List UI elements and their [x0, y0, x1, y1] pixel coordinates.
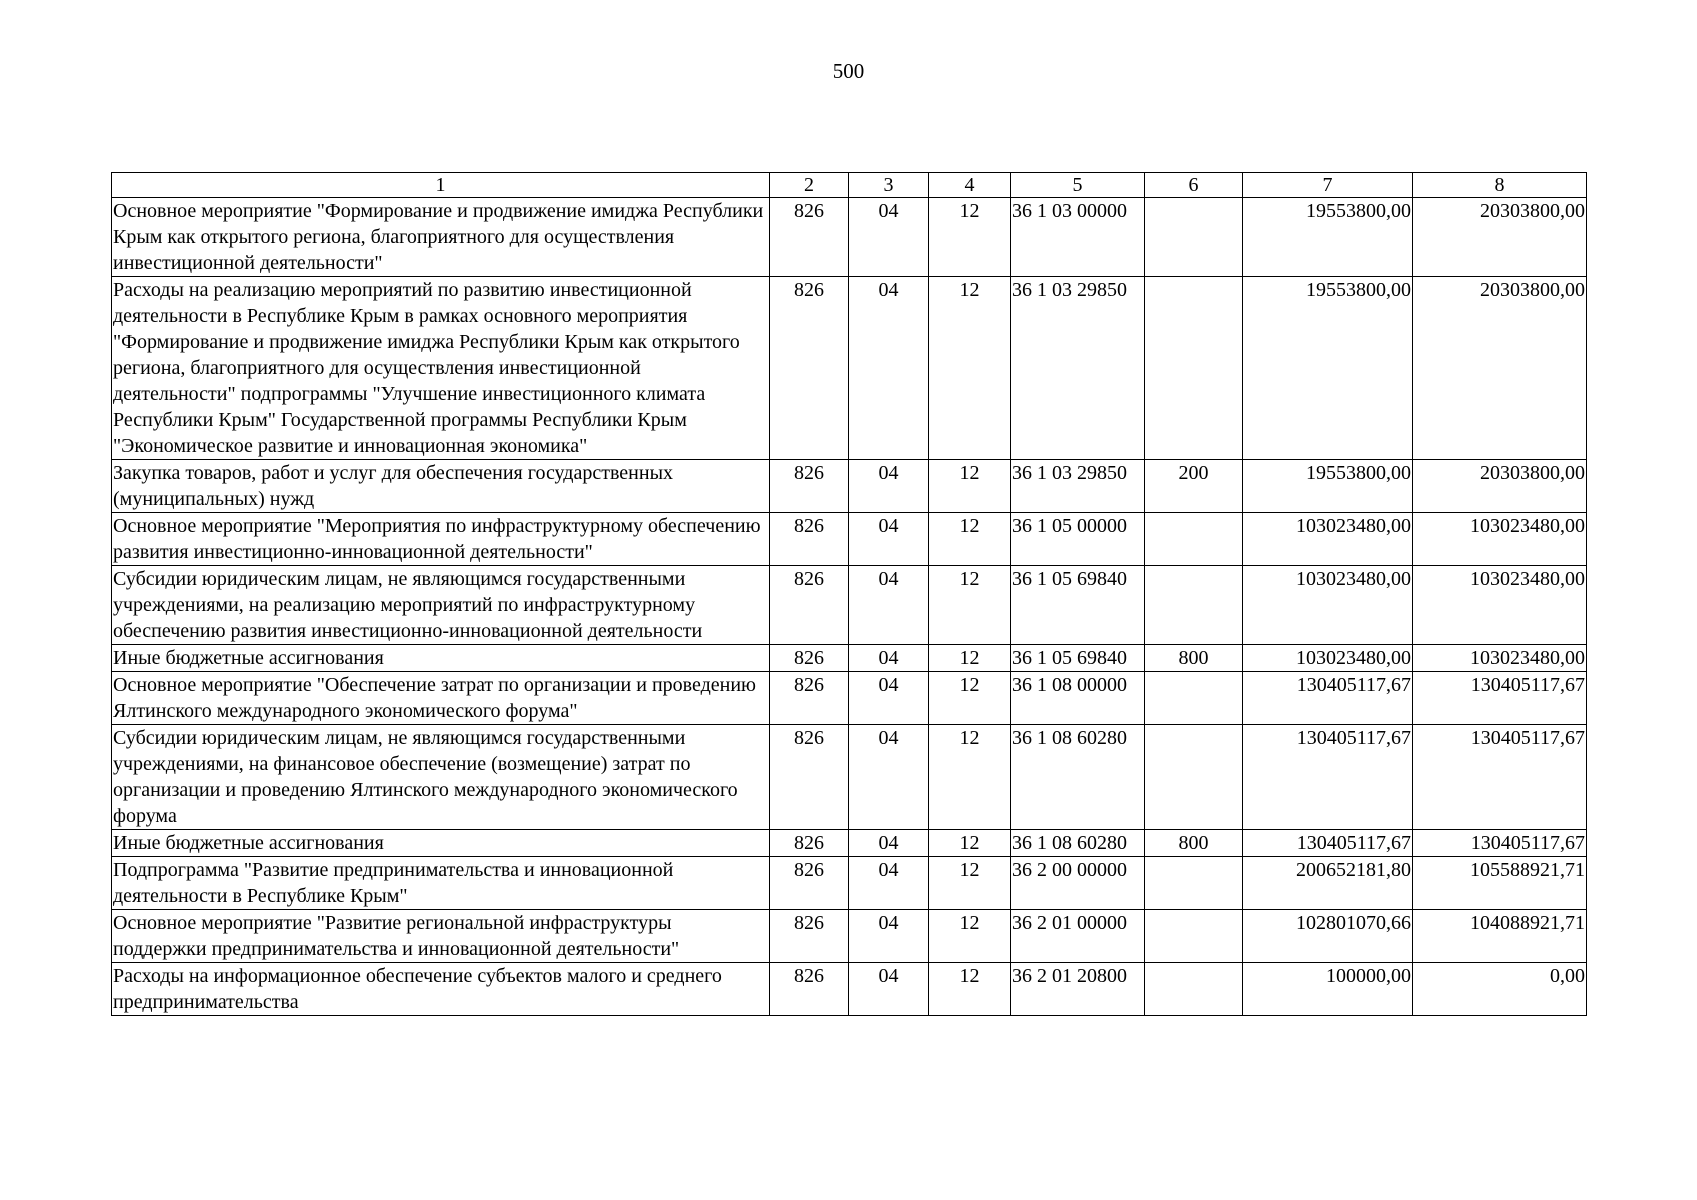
amount-column-8-cell: 130405117,67 — [1413, 672, 1587, 725]
grbs-code-cell: 826 — [770, 645, 849, 672]
row-description-cell: Подпрограмма "Развитие предпринимательства и инновационной деятельности в Республике Крым" — [112, 857, 770, 910]
row-description-cell: Расходы на информационное обеспечение субъектов малого и среднего предпринимательства — [112, 963, 770, 1016]
section-code-cell: 04 — [849, 910, 929, 963]
amount-column-7-cell: 103023480,00 — [1243, 566, 1413, 645]
amount-column-8-cell: 20303800,00 — [1413, 460, 1587, 513]
amount-column-8-cell: 0,00 — [1413, 963, 1587, 1016]
target-article-code-cell: 36 2 01 20800 — [1011, 963, 1145, 1016]
subsection-code-cell: 12 — [929, 857, 1011, 910]
row-description-cell: Основное мероприятие "Развитие региональной инфраструктуры поддержки предпринимательства и инновационной деятельности" — [112, 910, 770, 963]
table-row — [112, 725, 1587, 830]
target-article-code-cell: 36 1 03 29850 — [1011, 460, 1145, 513]
column-header: 2 — [770, 173, 849, 198]
column-number-header-row — [112, 173, 1587, 198]
expense-type-code-cell — [1145, 910, 1243, 963]
amount-column-7-cell: 100000,00 — [1243, 963, 1413, 1016]
subsection-code-cell: 12 — [929, 963, 1011, 1016]
section-code-cell: 04 — [849, 460, 929, 513]
row-description-cell: Субсидии юридическим лицам, не являющимся государственными учреждениями, на финансовое обеспечение (возмещение) затрат по организации и проведению Ялтинского международного экономического форума — [112, 725, 770, 830]
grbs-code-cell: 826 — [770, 830, 849, 857]
table-row — [112, 857, 1587, 910]
budget-table — [111, 172, 1587, 1016]
expense-type-code-cell: 800 — [1145, 830, 1243, 857]
section-code-cell: 04 — [849, 645, 929, 672]
target-article-code-cell: 36 1 08 00000 — [1011, 672, 1145, 725]
expense-type-code-cell: 800 — [1145, 645, 1243, 672]
row-description-cell: Иные бюджетные ассигнования — [112, 645, 770, 672]
amount-column-7-cell: 19553800,00 — [1243, 277, 1413, 460]
subsection-code-cell: 12 — [929, 910, 1011, 963]
amount-column-7-cell: 200652181,80 — [1243, 857, 1413, 910]
amount-column-8-cell: 103023480,00 — [1413, 513, 1587, 566]
subsection-code-cell: 12 — [929, 198, 1011, 277]
subsection-code-cell: 12 — [929, 277, 1011, 460]
column-header: 8 — [1413, 173, 1587, 198]
amount-column-7-cell: 130405117,67 — [1243, 672, 1413, 725]
subsection-code-cell: 12 — [929, 830, 1011, 857]
row-description-cell: Основное мероприятие "Мероприятия по инфраструктурному обеспечению развития инвестиционно-инновационной деятельности" — [112, 513, 770, 566]
grbs-code-cell: 826 — [770, 460, 849, 513]
table-row — [112, 963, 1587, 1016]
amount-column-8-cell: 20303800,00 — [1413, 198, 1587, 277]
section-code-cell: 04 — [849, 277, 929, 460]
table-row — [112, 277, 1587, 460]
amount-column-7-cell: 19553800,00 — [1243, 460, 1413, 513]
table-row — [112, 513, 1587, 566]
amount-column-7-cell: 103023480,00 — [1243, 645, 1413, 672]
target-article-code-cell: 36 1 08 60280 — [1011, 725, 1145, 830]
expense-type-code-cell — [1145, 857, 1243, 910]
target-article-code-cell: 36 2 00 00000 — [1011, 857, 1145, 910]
row-description-cell: Расходы на реализацию мероприятий по развитию инвестиционной деятельности в Республике Крым в рамках основного мероприятия "Формирование и продвижение имиджа Республики Крым как открытого региона, благоприятного для осуществления инвестиционной деятельности" подпрограммы "Улучшение инвестиционного климата Республики Крым" Государственной программы Республики Крым "Экономическое развитие и инновационная экономика" — [112, 277, 770, 460]
subsection-code-cell: 12 — [929, 566, 1011, 645]
amount-column-7-cell: 130405117,67 — [1243, 830, 1413, 857]
expense-type-code-cell — [1145, 198, 1243, 277]
column-header: 5 — [1011, 173, 1145, 198]
target-article-code-cell: 36 1 05 00000 — [1011, 513, 1145, 566]
section-code-cell: 04 — [849, 513, 929, 566]
amount-column-8-cell: 130405117,67 — [1413, 725, 1587, 830]
table-row — [112, 645, 1587, 672]
row-description-cell: Закупка товаров, работ и услуг для обеспечения государственных (муниципальных) нужд — [112, 460, 770, 513]
grbs-code-cell: 826 — [770, 198, 849, 277]
expense-type-code-cell: 200 — [1145, 460, 1243, 513]
section-code-cell: 04 — [849, 857, 929, 910]
target-article-code-cell: 36 1 03 29850 — [1011, 277, 1145, 460]
expense-type-code-cell — [1145, 566, 1243, 645]
expense-type-code-cell — [1145, 277, 1243, 460]
row-description-cell: Субсидии юридическим лицам, не являющимся государственными учреждениями, на реализацию мероприятий по инфраструктурному обеспечению развития инвестиционно-инновационной деятельности — [112, 566, 770, 645]
column-header: 3 — [849, 173, 929, 198]
row-description-cell: Основное мероприятие "Обеспечение затрат по организации и проведению Ялтинского международного экономического форума" — [112, 672, 770, 725]
grbs-code-cell: 826 — [770, 910, 849, 963]
row-description-cell: Основное мероприятие "Формирование и продвижение имиджа Республики Крым как открытого региона, благоприятного для осуществления инвестиционной деятельности" — [112, 198, 770, 277]
column-header: 6 — [1145, 173, 1243, 198]
amount-column-7-cell: 130405117,67 — [1243, 725, 1413, 830]
subsection-code-cell: 12 — [929, 460, 1011, 513]
table-row — [112, 198, 1587, 277]
page-number: 500 — [832, 59, 865, 83]
expense-type-code-cell — [1145, 513, 1243, 566]
table-body — [112, 198, 1587, 1016]
subsection-code-cell: 12 — [929, 672, 1011, 725]
target-article-code-cell: 36 1 08 60280 — [1011, 830, 1145, 857]
subsection-code-cell: 12 — [929, 725, 1011, 830]
grbs-code-cell: 826 — [770, 963, 849, 1016]
table-row — [112, 910, 1587, 963]
target-article-code-cell: 36 1 03 00000 — [1011, 198, 1145, 277]
amount-column-8-cell: 105588921,71 — [1413, 857, 1587, 910]
table-row — [112, 566, 1587, 645]
amount-column-8-cell: 103023480,00 — [1413, 566, 1587, 645]
target-article-code-cell: 36 1 05 69840 — [1011, 645, 1145, 672]
target-article-code-cell: 36 1 05 69840 — [1011, 566, 1145, 645]
amount-column-8-cell: 104088921,71 — [1413, 910, 1587, 963]
grbs-code-cell: 826 — [770, 566, 849, 645]
section-code-cell: 04 — [849, 830, 929, 857]
section-code-cell: 04 — [849, 198, 929, 277]
amount-column-8-cell: 103023480,00 — [1413, 645, 1587, 672]
expense-type-code-cell — [1145, 672, 1243, 725]
grbs-code-cell: 826 — [770, 513, 849, 566]
column-header: 1 — [112, 173, 770, 198]
section-code-cell: 04 — [849, 725, 929, 830]
table-row — [112, 460, 1587, 513]
grbs-code-cell: 826 — [770, 672, 849, 725]
table-row — [112, 672, 1587, 725]
section-code-cell: 04 — [849, 672, 929, 725]
grbs-code-cell: 826 — [770, 857, 849, 910]
amount-column-8-cell: 20303800,00 — [1413, 277, 1587, 460]
row-description-cell: Иные бюджетные ассигнования — [112, 830, 770, 857]
grbs-code-cell: 826 — [770, 725, 849, 830]
section-code-cell: 04 — [849, 963, 929, 1016]
grbs-code-cell: 826 — [770, 277, 849, 460]
subsection-code-cell: 12 — [929, 513, 1011, 566]
amount-column-7-cell: 102801070,66 — [1243, 910, 1413, 963]
expense-type-code-cell — [1145, 963, 1243, 1016]
amount-column-8-cell: 130405117,67 — [1413, 830, 1587, 857]
column-header: 4 — [929, 173, 1011, 198]
subsection-code-cell: 12 — [929, 645, 1011, 672]
expense-type-code-cell — [1145, 725, 1243, 830]
table-row — [112, 830, 1587, 857]
target-article-code-cell: 36 2 01 00000 — [1011, 910, 1145, 963]
amount-column-7-cell: 19553800,00 — [1243, 198, 1413, 277]
section-code-cell: 04 — [849, 566, 929, 645]
column-header: 7 — [1243, 173, 1413, 198]
amount-column-7-cell: 103023480,00 — [1243, 513, 1413, 566]
